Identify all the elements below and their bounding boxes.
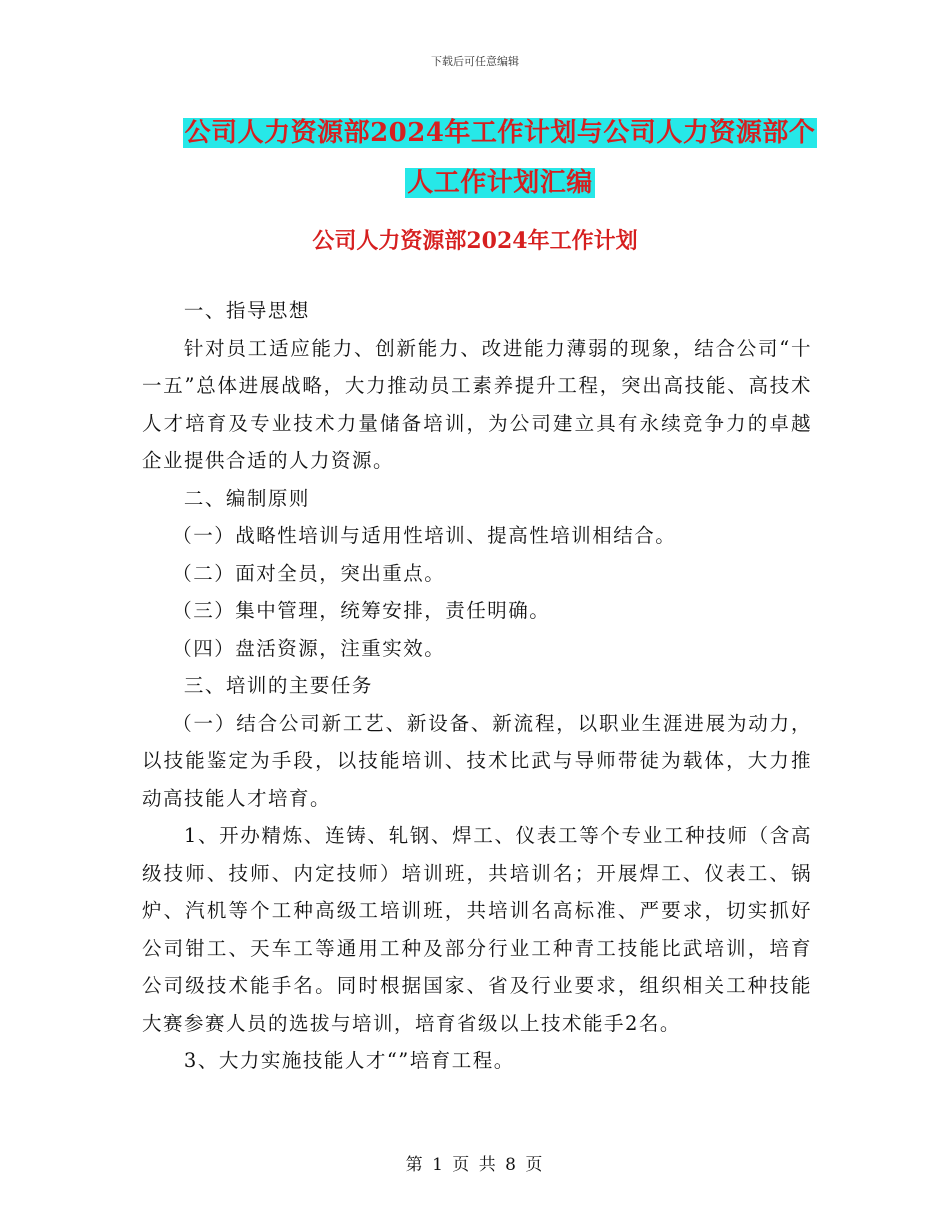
page-footer: 第 1 页 共 8 页 — [405, 1155, 545, 1175]
task-item-1: （一）结合公司新工艺、新设备、新流程，以职业生涯进展为动力，以技能鉴定为手段，以技能培训、技术比武与导师带徒为载体，大力推动高技能人才培育。 — [142, 711, 812, 810]
main-title-line2: 人工作计划汇编 — [407, 168, 593, 198]
document-body — [142, 292, 812, 1080]
heading-main-tasks: 三、培训的主要任务 — [183, 674, 373, 697]
task-detail-1: 1、开办精炼、连铸、轧钢、焊工、仪表工等个专业工种技师（含高级技师、技师、内定技师）培训班，共培训名；开展焊工、仪表工、锅炉、汽机等个工种高级工培训班，共培训名高标准、严要求，切实抓好公司钳工、天车工等通用工种及部分行业工种青工技能比武培训，培育公司级技术能手名。同时根据国家、省及行业要求，组织相关工种技能大赛参赛人员的选拔与培训，培育省级以上技术能手2名。 — [142, 824, 812, 1035]
section-title: 公司人力资源部2024年工作计划 — [312, 228, 638, 254]
paragraph-guiding-thought: 针对员工适应能力、创新能力、改进能力薄弱的现象，结合公司“十一五”总体进展战略，大力推动员工素养提升工程，突出高技能、高技术人才培育及专业技术力量储备培训，为公司建立具有永续竞争力的卓越企业提供合适的人力资源。 — [142, 336, 812, 472]
heading-guiding-thought: 一、指导思想 — [183, 299, 310, 322]
main-title — [180, 108, 820, 208]
main-title-line1: 公司人力资源部2024年工作计划与公司人力资源部个 — [184, 118, 816, 148]
principle-item: （二）面对全员，突出重点。 — [172, 561, 446, 585]
header-note: 下载后可任意编辑 — [431, 55, 519, 68]
task-detail-3: 3、大力实施技能人才“”培育工程。 — [183, 1049, 515, 1072]
principle-item: （一）战略性培训与适用性培训、提高性培训相结合。 — [172, 524, 677, 547]
principle-item: （四）盘活资源，注重实效。 — [172, 636, 446, 660]
heading-principles: 二、编制原则 — [183, 486, 310, 510]
principle-item: （三）集中管理，统筹安排，责任明确。 — [172, 599, 551, 622]
